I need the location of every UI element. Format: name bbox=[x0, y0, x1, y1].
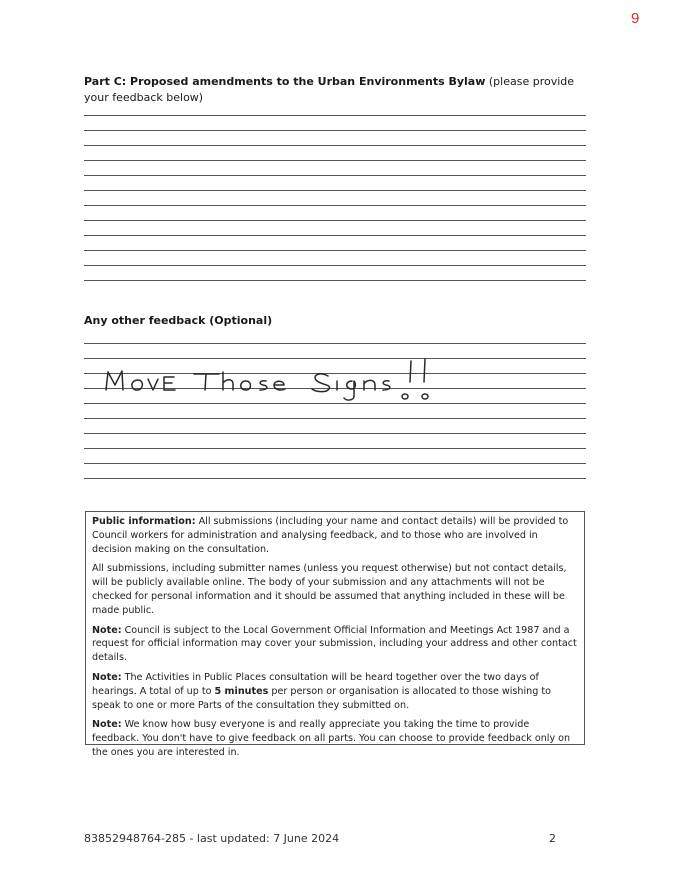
answer-line bbox=[84, 478, 586, 479]
note-thanks-paragraph bbox=[92, 718, 578, 759]
public-info-text: All submissions (including your name and contact details) will be provided to Council workers for administration and analysing feedback, and to those who are involved in decision making on the consultation. bbox=[92, 516, 569, 555]
answer-line bbox=[84, 463, 586, 464]
footer-document-reference: 83852948764-285 - last updated: 7 June 2024 bbox=[84, 832, 340, 845]
answer-line bbox=[84, 145, 586, 146]
answer-line bbox=[84, 115, 586, 116]
answer-line bbox=[84, 190, 586, 191]
speaking-time: 5 minutes bbox=[214, 685, 269, 697]
handwritten-response-text: Move Those Signs !! bbox=[84, 408, 95, 409]
answer-line bbox=[84, 220, 586, 221]
note-label: Note: bbox=[92, 624, 122, 636]
note-lgoima-paragraph bbox=[92, 624, 578, 665]
submitters-paragraph: All submissions, including submitter names (unless you request otherwise) but not contact details, will be publicly available online. The body of your submission and any attachments will not be checked for personal information and it should be assumed that anything included in these will be made public. bbox=[92, 563, 567, 616]
answer-line bbox=[84, 250, 586, 251]
note-text: per person or organisation is allocated to those wishing to speak to one or more Parts of the consultation they submitted on. bbox=[92, 685, 552, 711]
answer-line bbox=[84, 418, 586, 419]
part-c-heading-rest: (please provide your feedback below) bbox=[84, 75, 575, 104]
note-hearings-paragraph bbox=[92, 671, 578, 712]
part-c-heading bbox=[84, 74, 589, 106]
note-label: Note: bbox=[92, 719, 122, 731]
answer-line bbox=[84, 235, 586, 236]
handwritten-response bbox=[84, 352, 504, 410]
answer-line bbox=[84, 265, 586, 266]
part-c-heading-bold: Part C: Proposed amendments to the Urban Environments Bylaw bbox=[84, 75, 486, 88]
other-feedback-heading: Any other feedback (Optional) bbox=[84, 314, 273, 327]
answer-line bbox=[84, 433, 586, 434]
answer-line bbox=[84, 343, 586, 344]
note-text: The Activities in Public Places consultation will be heard together over the two days of hearings. A total of up to bbox=[92, 671, 539, 697]
public-info-paragraph bbox=[92, 515, 578, 556]
note-text: Council is subject to the Local Government Official Information and Meetings Act 1987 and a request for official information may cover your submission, including your address and other contact details. bbox=[92, 624, 577, 664]
public-information-box bbox=[85, 511, 585, 758]
note-label: Note: bbox=[92, 671, 122, 683]
answer-line bbox=[84, 160, 586, 161]
public-info-label: Public information: bbox=[92, 516, 196, 527]
answer-line bbox=[84, 448, 586, 449]
answer-line bbox=[84, 280, 586, 281]
answer-line bbox=[84, 175, 586, 176]
note-text: We know how busy everyone is and really appreciate you taking the time to provide feedback. You don't have to give feedback on all parts. You can choose to provide feedback only on the ones you are interested in. bbox=[92, 719, 571, 758]
page-number: 9 bbox=[631, 10, 640, 27]
answer-line bbox=[84, 205, 586, 206]
footer-page-number: 2 bbox=[549, 832, 556, 845]
answer-line bbox=[84, 130, 586, 131]
